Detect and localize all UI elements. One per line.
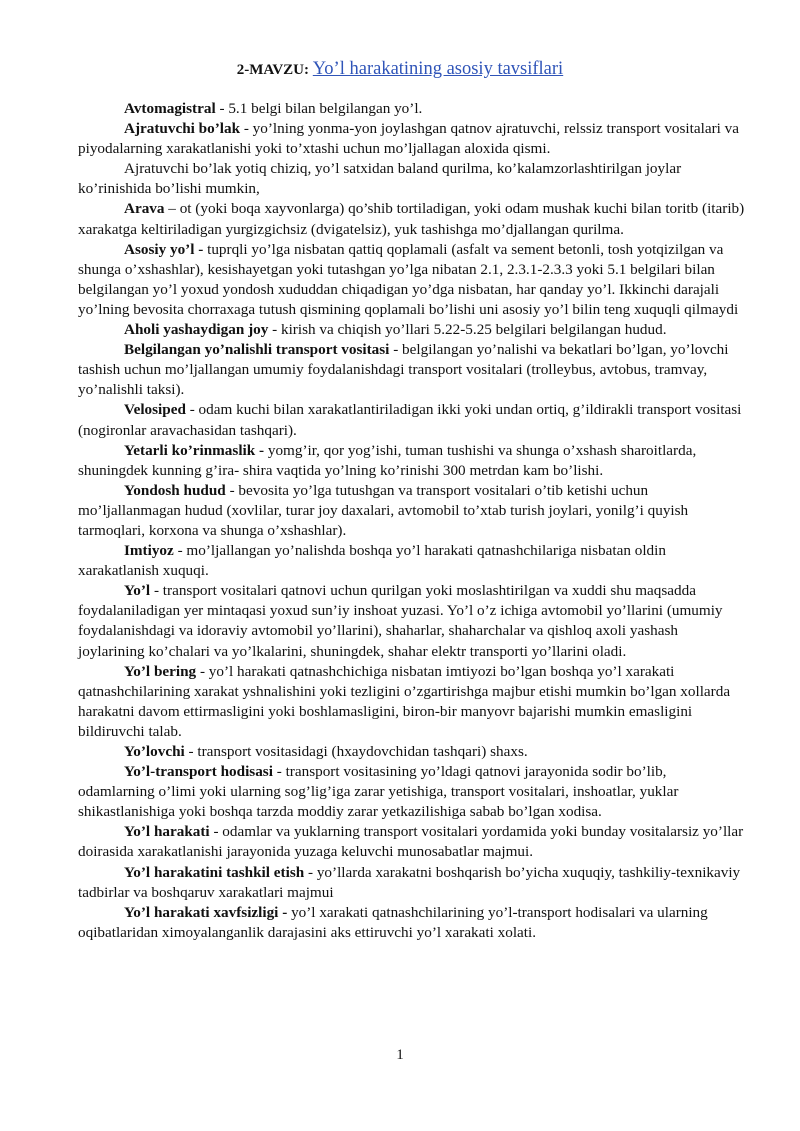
term: Yo’l harakati	[124, 823, 210, 841]
term: Yondosh hudud	[124, 481, 226, 499]
term: Velosiped	[124, 401, 186, 419]
paragraph	[78, 541, 746, 581]
paragraph	[78, 340, 746, 400]
definition: - odamlar va yuklarning transport vositalari yordamida yoki bunday vositalarsiz yo’llar doirasida xarakatlanishi jarayonida yuzaga keluvchi munosabatlar majmui.	[78, 823, 744, 861]
paragraph	[78, 99, 746, 119]
term: Yo’l	[124, 582, 151, 600]
term: Yo’l bering	[124, 662, 197, 680]
paragraph	[78, 441, 746, 481]
definition: - yo’lning yonma-yon joylashgan qatnov ajratuvchi, relssiz transport vositalari va piyodalarning xarakatlanishi yoki to’xtashi uchun mo’ljallagan aloxida qismi.	[78, 120, 739, 158]
paragraph	[78, 822, 746, 862]
paragraph	[78, 320, 746, 340]
definition: yomg’ir, qor yog’ishi, tuman tushishi va shunga o’xshash sharoitlarda, shuningdek kunning g’ira- shira vaqtida yo’lning ko’rinishi 300 metrdan kam bo’lishi.	[78, 441, 697, 479]
definition: – ot (yoki boqa xayvonlarga) qo’shib tortiladigan, yoki odam mushak kuchi bilan toritb (itarib) xarakatga keltiriladigan yurgizgichsiz (dvigatelsiz), yuk tashishga mo’djallangan qurilma.	[78, 200, 745, 238]
term: Avtomagistral	[124, 100, 216, 117]
definition: - bevosita yo’lga tutushgan va transport vositalari o’tib ketishi uchun mo’ljallanmagan hudud (xovlilar, turar joy daxalari, avtomobil to’xtab turish joylari, yonilg’i quyish tarmoqlari, korxona va shunga o’xshashlar).	[78, 481, 689, 539]
term: Yetarli ko’rinmaslik -	[124, 441, 265, 459]
term: Yo’lovchi	[124, 743, 185, 760]
term: Yo’l harakati xavfsizligi -	[124, 903, 288, 921]
definition: - mo’ljallangan yo’nalishda boshqa yo’l harakati qatnashchilariga nisbatan oldin xarakatlanish xuquqi.	[78, 542, 666, 580]
definition: - yo’l harakati qatnashchichiga nisbatan imtiyozi bo’lgan boshqa yo’l xarakati qatnashchilarining xarakat yshnalishini yoki tezligini o’zgartirishga majbur etishi mumkin bo’lgan xollarda harakatni davom ettirmasligini yoki boshlamasligini, biron-bir manyovr bajarishi mumkin emasligini bildiruvchi talab.	[78, 662, 731, 740]
paragraph	[78, 863, 746, 903]
page-number: 1	[396, 1047, 404, 1063]
paragraph	[78, 400, 746, 440]
term: Arava	[124, 200, 165, 218]
term: Asosiy yo’l -	[124, 240, 204, 258]
paragraph	[78, 199, 746, 239]
title-prefix: 2-MAVZU:	[236, 62, 309, 78]
definition: - transport vositalari qatnovi uchun qurilgan yoki moslashtirilgan va xuddi shu maqsadda foydalaniladigan yer mintaqasi yoxud sun’iy inshoat yuzasi. Yo’l o’z ichiga avtomobil yo’llarini (umumiy foydalanishdagi va idoraviy avtomobil yo’llarini), shaharlar, shaharchalar va qishloq axoli yashash joylarining ko’chalari va yo’lkalarini, shuningdek, shahar elektr transporti yo’llarini oladi.	[78, 582, 723, 660]
paragraph	[78, 159, 746, 199]
definition: - transport vositasining yo’ldagi qatnovi jarayonida sodir bo’lib, odamlarning o’limi yoki ularning sog’lig’iga zarar yetishiga, transport vositalari, inshoatlar, yuklar shikastlanishiga yoki boshqa tarzda moddiy zarar yetkazilishiga sabab bo’lgan xodisa.	[78, 763, 679, 821]
definition: yo’l xarakati qatnashchilarining yo’l-transport hodisalari va ularning oqibatlaridan ximoyalanganlik darajasini aks ettiruvchi yo’l xarakati xolati.	[78, 903, 708, 941]
definition: Ajratuvchi bo’lak yotiq chiziq, yo’l satxidan baland qurilma, ko’kalamzorlashtirilgan joylar ko’rinishida bo’lishi mumkin,	[78, 160, 682, 198]
term: Yo’l-transport hodisasi	[124, 763, 273, 781]
definition: tuprqli yo’lga nisbatan qattiq qoplamali (asfalt va sement betonli, tosh yotqizilgan va shunga o’xshashlar), kesishayetgan yoki tutashgan yo’lga nibatan 2.1, 2.3.1-2.3.3 yoki 5.1 belgilari bilan belgilangan yo’l yoxud yondosh xududdan chiqadigan yo’dga nisbatan, har qanday yo’l. Ikkinchi darajali yo’lning bevosita chorraxaga tutush qismining qoplamali bo’lishi uni asosiy yo’l bilin teng xuquqli qilmaydi	[78, 240, 739, 318]
definition: - 5.1 belgi bilan belgilangan yo’l.	[215, 100, 423, 117]
term: Belgilangan yo’nalishli transport vositasi	[124, 341, 390, 359]
definition: - kirish va chiqish yo’llari 5.22-5.25 belgilari belgilangan hudud.	[268, 321, 667, 339]
definition: - yo’llarda xarakatni boshqarish bo’yicha xuquqiy, tashkiliy-texnikaviy tadbirlar va boshqaruv xarakatlari majmui	[78, 863, 741, 901]
page-title	[0, 57, 800, 82]
paragraph	[78, 240, 746, 320]
term: Imtiyoz	[124, 542, 174, 560]
definition: - transport vositasidagi (hxaydovchidan tashqari) shaxs.	[184, 743, 528, 760]
term: Yo’l harakatini tashkil etish	[124, 863, 305, 881]
paragraph	[78, 119, 746, 159]
paragraph	[78, 481, 746, 541]
document-body	[78, 99, 746, 943]
definition: - odam kuchi bilan xarakatlantiriladigan ikki yoki undan ortiq, g’ildirakli transport vositasi (nogironlar aravachasidan tashqari).	[78, 401, 742, 439]
paragraph	[78, 903, 746, 943]
paragraph	[78, 742, 746, 762]
paragraph	[78, 581, 746, 661]
title-link[interactable]: Yo’l harakatining asosiy tavsiflari	[312, 59, 564, 79]
term: Ajratuvchi bo’lak	[124, 120, 241, 138]
paragraph	[78, 762, 746, 822]
term: Aholi yashaydigan joy	[124, 321, 269, 339]
paragraph	[78, 662, 746, 742]
definition: - belgilangan yo’nalishi va bekatlari bo’lgan, yo’lovchi tashish uchun mo’ljallangan umumiy foydalanishdagi transport vositalari (trolleybus, avtobus, tramvay, yo’nalishli taksi).	[78, 341, 729, 399]
